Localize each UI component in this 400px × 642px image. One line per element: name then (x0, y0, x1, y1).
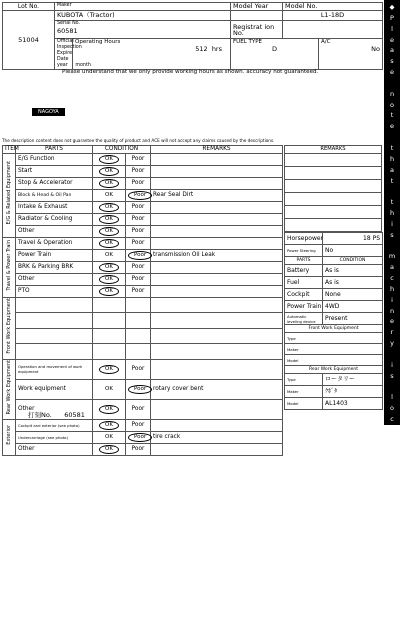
strip-char (384, 468, 400, 479)
condition-poor: Poor (126, 226, 151, 238)
strip-char: n (389, 89, 395, 98)
horsepower-value: 18 PS (323, 233, 383, 245)
remark (151, 399, 283, 419)
empty-cell (93, 313, 126, 328)
condition-poor: Poor (126, 202, 151, 214)
part-name: Undercarriage (see photo) (16, 432, 93, 444)
front-maker-label: Maker (285, 344, 383, 355)
strip-char (384, 186, 400, 197)
strip-char: h (389, 284, 395, 293)
ac-label: A/C (321, 39, 331, 45)
hours-value: 512 (195, 45, 208, 53)
table-row (3, 154, 283, 166)
strip-char: a (390, 425, 394, 434)
table-row (3, 286, 283, 298)
col-parts: PARTS (16, 146, 93, 154)
empty-cell (93, 344, 126, 359)
table-row (3, 344, 283, 359)
col-remarks: REMARKS (151, 146, 283, 154)
rear-type-label: Type (285, 374, 323, 386)
strip-char: h (389, 209, 395, 218)
strip-char: r (390, 328, 394, 337)
strip-char: g (389, 534, 395, 543)
serial-label: Serial No. (57, 21, 81, 26)
condition-ok (93, 399, 126, 419)
remark (151, 214, 283, 226)
remark (151, 420, 283, 432)
col-condition: CONDITION (93, 146, 151, 154)
horsepower-label: Horsepower (285, 233, 323, 245)
remark (151, 262, 283, 274)
empty-cell (16, 313, 93, 328)
section-power (3, 238, 16, 298)
section-engine (3, 154, 16, 238)
strip-char: t (390, 143, 394, 152)
rear-model-label: Model (285, 398, 323, 410)
table-row (3, 226, 283, 238)
rear-model-value: AL1403 (323, 398, 383, 410)
section-exterior (3, 420, 16, 456)
ok-mark: OK (99, 179, 119, 188)
remarks-line (285, 167, 382, 180)
leveling-label: Automatic leveling device (285, 313, 323, 325)
part-name: Travel & Operation (16, 238, 93, 250)
strip-char: n (389, 306, 395, 315)
strip-char: m (388, 252, 396, 261)
condition-ok (93, 214, 126, 226)
condition-poor: Poor (126, 178, 151, 190)
table-row (3, 379, 283, 399)
registration-value (283, 21, 383, 39)
remarks-box-title: REMARKS (285, 146, 382, 154)
ok-mark: OK (99, 167, 119, 176)
empty-cell (151, 328, 283, 343)
ok-mark: OK (99, 239, 119, 248)
condition-poor: Poor (126, 359, 151, 379)
section-label: Exterior (5, 425, 12, 445)
condition-ok (93, 359, 126, 379)
spec-fuel-value: As is (323, 277, 383, 289)
condition-ok (93, 250, 126, 262)
table-row (3, 262, 283, 274)
remark: transmission Oil Leak (151, 250, 283, 262)
ok-mark: OK (99, 227, 119, 236)
condition-ok (93, 274, 126, 286)
strip-char: s (390, 230, 394, 239)
strip-char: i (391, 219, 393, 228)
ok-mark: OK (99, 155, 119, 164)
remarks-line (285, 180, 382, 193)
strip-char (384, 132, 400, 143)
strip-char: l (391, 393, 393, 402)
condition-ok (93, 226, 126, 238)
remarks-line (285, 193, 382, 206)
part-name: Power Train (16, 250, 93, 262)
inspection-cell (55, 39, 91, 70)
remark (151, 444, 283, 456)
ok-mark: OK (99, 275, 119, 284)
footer-label: 打刻No. (28, 411, 52, 419)
condition-ok (93, 379, 126, 399)
poor-mark: Poor (128, 385, 152, 394)
condition-poor: Poor (126, 274, 151, 286)
serial-value: 60581 (57, 27, 78, 35)
hours-notice: Please understand that we only provide working hours as shown. accuracy not guaranteed. (62, 69, 319, 75)
part-name: E/G Function (16, 154, 93, 166)
cockpit-value: None (323, 289, 383, 301)
remark (151, 178, 283, 190)
ac-cell (319, 39, 383, 70)
table-row (3, 274, 283, 286)
strip-char: e (390, 122, 394, 131)
maker-cell (55, 3, 231, 11)
strip-char: e (390, 317, 394, 326)
strip-char: t (390, 198, 394, 207)
part-name: Other (16, 444, 93, 456)
strip-char: c (390, 415, 394, 424)
strip-char: a (390, 165, 394, 174)
table-row (3, 313, 283, 328)
ok-mark: OK (99, 287, 119, 296)
condition-ok (93, 166, 126, 178)
strip-char (384, 577, 400, 588)
part-name: Stop & Accelerator (16, 178, 93, 190)
section-label: Front Work Equipment (5, 298, 12, 354)
empty-cell (93, 298, 126, 313)
rear-equip-title: Rear Work Equipment (285, 366, 383, 374)
spec-parts-header: PARTS (285, 257, 323, 265)
condition-poor (126, 379, 151, 399)
strip-char: o (390, 545, 394, 554)
maker-label: Maker (57, 3, 72, 8)
empty-cell (93, 328, 126, 343)
powertrain-value: 4WD (323, 301, 383, 313)
remark (151, 166, 283, 178)
strip-char: P (390, 13, 394, 22)
lot-number: 51004 (3, 11, 55, 70)
strip-char: d (389, 621, 395, 630)
model-label: Model No. (283, 3, 383, 11)
condition-poor: Poor (126, 286, 151, 298)
front-equip-title: Front Work Equipment (285, 325, 383, 333)
remark: rotary cover bent (151, 379, 283, 399)
leveling-value: Present (323, 313, 383, 325)
powertrain-label: Power Train (285, 301, 323, 313)
empty-cell (151, 298, 283, 313)
table-row (3, 298, 283, 313)
part-name: Other (16, 274, 93, 286)
ok-mark: OK (99, 215, 119, 224)
condition-poor: Poor (126, 214, 151, 226)
table-row (3, 250, 283, 262)
strip-char: o (390, 100, 394, 109)
strip-char: N (389, 512, 395, 521)
battery-label: Battery (285, 265, 323, 277)
empty-cell (151, 313, 283, 328)
remark (151, 274, 283, 286)
ok-mark: OK (105, 434, 113, 441)
table-row (3, 190, 283, 202)
front-model-label: Model (285, 355, 383, 366)
remarks-box (284, 145, 382, 232)
empty-cell (126, 344, 151, 359)
strip-char: c (390, 274, 394, 283)
ok-mark: OK (99, 445, 119, 454)
model-year-value (231, 11, 283, 21)
strip-char: i (391, 360, 393, 369)
strip-char: i (391, 295, 393, 304)
strip-char: s (390, 371, 394, 380)
empty-cell (126, 298, 151, 313)
inspection-label: Official Inspection Expire Date (57, 39, 82, 62)
condition-poor: Poor (126, 420, 151, 432)
strip-char: h (389, 154, 395, 163)
remark (151, 238, 283, 250)
section-label: Travel & Power Train (5, 239, 12, 291)
poor-mark: Poor (128, 251, 152, 260)
spec-table (284, 232, 383, 410)
strip-char: ◆ (389, 3, 395, 11)
part-name: Other (16, 226, 93, 238)
ok-mark: OK (99, 365, 119, 374)
strip-char: a (390, 523, 394, 532)
footer (28, 410, 85, 419)
table-row (3, 214, 283, 226)
spec-fuel-label: Fuel (285, 277, 323, 289)
table-row (3, 178, 283, 190)
table-row (3, 166, 283, 178)
fuel-label: FUEL TYPE (233, 39, 262, 45)
model-value: L1-18D (283, 11, 383, 21)
strip-char (384, 382, 400, 393)
maker-value: KUBOTA（Tractor) (55, 11, 231, 21)
condition-ok (93, 286, 126, 298)
serial-cell (55, 21, 231, 39)
poor-mark: Poor (128, 433, 152, 442)
condition-poor: Poor (126, 262, 151, 274)
part-name: PTO (16, 286, 93, 298)
remark (151, 202, 283, 214)
strip-char: t (390, 111, 394, 120)
strip-char (384, 78, 400, 89)
part-name: Operation and movement of work equipment (16, 359, 93, 379)
table-row (3, 420, 283, 432)
spec-condition-header: CONDITION (323, 257, 383, 265)
ok-mark: OK (99, 405, 119, 414)
empty-cell (16, 344, 93, 359)
table-row (3, 359, 283, 379)
strip-char: e (390, 68, 394, 77)
rear-maker-value: ｸﾎﾞﾀ (323, 386, 383, 398)
year-label: year (57, 63, 68, 68)
registration-label: Registrat ion No. (231, 21, 283, 39)
part-name: Work equipment (16, 379, 93, 399)
section-label: E/G & Related Equipment (5, 161, 12, 225)
strip-char: a (390, 263, 394, 272)
strip-char (384, 501, 400, 512)
ok-mark: OK (99, 263, 119, 272)
part-name: Start (16, 166, 93, 178)
ok-mark: OK (105, 385, 113, 392)
month-label: month (75, 63, 91, 68)
condition-poor (126, 432, 151, 444)
part-name: Radiator & Cooling (16, 214, 93, 226)
strip-char: r (390, 610, 394, 619)
strip-char (384, 241, 400, 252)
condition-poor (126, 250, 151, 262)
empty-cell (126, 313, 151, 328)
remark: tire crack (151, 432, 283, 444)
condition-ok (93, 154, 126, 166)
hours-cell (73, 39, 231, 70)
ok-mark: OK (99, 203, 119, 212)
table-row (3, 202, 283, 214)
condition-poor: Poor (126, 238, 151, 250)
strip-char: ◆ (389, 631, 395, 640)
model-year-label: Model Year (231, 3, 283, 11)
empty-cell (126, 328, 151, 343)
steering-value: No (323, 245, 383, 257)
condition-ok (93, 432, 126, 444)
part-name: BRK & Parking BRK (16, 262, 93, 274)
strip-char: s (390, 57, 394, 66)
empty-cell (16, 298, 93, 313)
footer-value: 60581 (64, 411, 85, 419)
strip-char: o (390, 404, 394, 413)
hours-unit: hrs (211, 45, 222, 53)
section-front (3, 298, 16, 360)
remark (151, 154, 283, 166)
hours-label: Operating Hours (75, 39, 121, 45)
strip-char: y (390, 339, 394, 348)
strip-char: a (390, 599, 394, 608)
table-row (3, 432, 283, 444)
location-note-strip (384, 0, 400, 640)
steering-label: Power Steering (285, 245, 323, 257)
condition-poor: Poor (126, 166, 151, 178)
strip-char: y (390, 556, 394, 565)
disclaimer: The description content does not guarantee the quality of product and ACE will not accept any claims caused by the descriptions. (2, 138, 275, 143)
strip-char: n (389, 490, 395, 499)
strip-char: l (391, 24, 393, 33)
table-row (3, 328, 283, 343)
ok-mark: OK (99, 421, 119, 430)
remark: Rear Seal Dirt (151, 190, 283, 202)
part-name: Cockpit and exterior (see photo) (16, 420, 93, 432)
remark (151, 226, 283, 238)
condition-ok (93, 420, 126, 432)
strip-char: e (390, 447, 394, 456)
part-name: Other (16, 399, 93, 419)
fuel-value: D (271, 45, 277, 53)
col-item: ITEM (3, 146, 16, 154)
condition-poor: Poor (126, 154, 151, 166)
remarks-line (285, 154, 382, 167)
table-row (3, 238, 283, 250)
part-name: Block & Head & Oil Pan (16, 190, 93, 202)
section-rear (3, 359, 16, 419)
condition-poor: Poor (126, 399, 151, 419)
condition-poor: Poor (126, 444, 151, 456)
part-name: Intake & Exhaust (16, 202, 93, 214)
remark (151, 286, 283, 298)
battery-value: As is (323, 265, 383, 277)
remark (151, 359, 283, 379)
strip-char: d (389, 458, 395, 467)
fuel-cell (231, 39, 319, 70)
front-type-label: Type (285, 333, 383, 344)
condition-ok (93, 178, 126, 190)
empty-cell (151, 344, 283, 359)
strip-char: a (390, 46, 394, 55)
ok-mark: OK (105, 192, 113, 198)
rear-maker-label: Maker (285, 386, 323, 398)
header-table (2, 2, 383, 70)
remarks-line (285, 219, 382, 232)
lot-label: Lot No. (3, 3, 55, 11)
location-badge: NAGOYA (32, 108, 65, 116)
condition-ok (93, 190, 126, 202)
ac-value: No (371, 45, 381, 53)
strip-char: e (390, 35, 394, 44)
empty-cell (16, 328, 93, 343)
strip-char: i (391, 480, 393, 489)
rear-type-value: ロータリー (323, 374, 383, 386)
strip-char: a (390, 566, 394, 575)
ok-mark: OK (105, 252, 113, 258)
strip-char (384, 349, 400, 360)
condition-ok (93, 262, 126, 274)
condition-ok (93, 444, 126, 456)
condition-ok (93, 238, 126, 250)
poor-mark: Poor (128, 191, 152, 200)
remarks-line (285, 206, 382, 219)
condition-ok (93, 202, 126, 214)
table-row (3, 444, 283, 456)
strip-char: Y (390, 588, 394, 597)
cockpit-label: Cockpit (285, 289, 323, 301)
condition-poor (126, 190, 151, 202)
section-label: Rear Work Equipment (5, 359, 12, 415)
strip-char: t (390, 176, 394, 185)
strip-char: t (390, 436, 394, 445)
